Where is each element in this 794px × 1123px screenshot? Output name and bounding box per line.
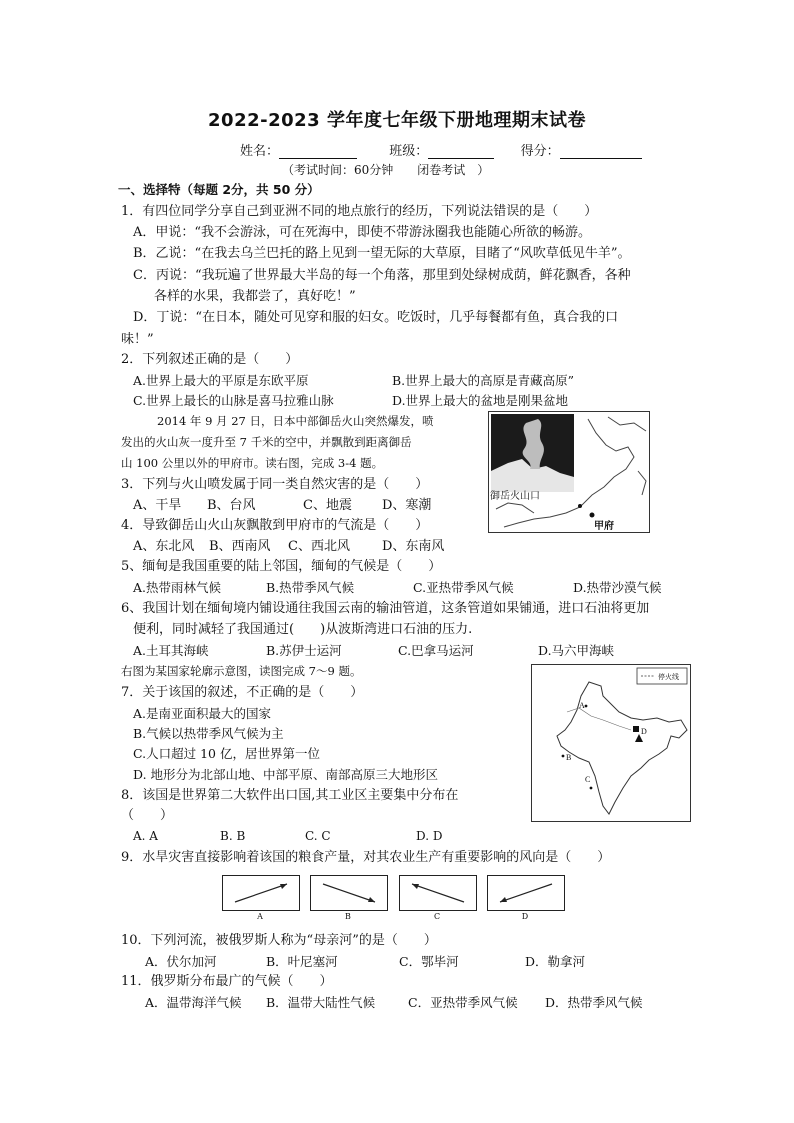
q8-option-c: C. C: [305, 829, 331, 843]
q8-stem: 8．该国是世界第二大软件出口国,其工业区主要集中分布在: [121, 788, 459, 803]
q3-option-c: C、地震: [303, 498, 352, 513]
q4-option-d: D、东南风: [382, 539, 445, 554]
q11-stem: 11．俄罗斯分布最广的气候（ ）: [121, 974, 333, 989]
point-a-label: A: [579, 701, 585, 710]
q6-line2: 便利，同时减轻了我国通过( )从波斯湾进口石油的压力.: [133, 622, 473, 637]
q6-line1: 6、我国计划在缅甸境内铺设通往我国云南的输油管道，这条管道如果铺通，进口石油将更加: [121, 601, 650, 616]
q6-option-b: B.苏伊士运河: [266, 643, 342, 658]
q7-option-c: C.人口超过 10 亿，居世界第一位: [133, 746, 320, 761]
q4-option-a: A、东北风: [133, 539, 195, 554]
point-c-label: C: [585, 775, 591, 784]
q7-option-d: D. 地形分为北部山地、中部平原、南部高原三大地形区: [133, 767, 439, 782]
q7-option-a: A.是南亚面积最大的国家: [133, 706, 272, 721]
q3-stem: 3．下列与火山喷发属于同一类自然灾害的是（ ）: [121, 477, 429, 492]
name-label: 姓名：: [240, 144, 280, 159]
japan-volcano-map: [488, 411, 650, 533]
arrow-icon: [311, 876, 387, 910]
q2-option-b: B.世界上最大的高原是青藏高原”: [392, 373, 575, 388]
q1-option-b: B．乙说：“在我去乌兰巴托的路上见到一望无际的大草原，目睹了“风吹草低见牛羊”。: [133, 246, 631, 261]
student-info-line: [240, 140, 642, 159]
point-d-label: D: [641, 727, 647, 736]
q5-option-a: A.热带雨林气候: [133, 580, 222, 595]
q1-option-c: C．丙说：“我玩遍了世界最大半岛的每一个角落，那里到处绿树成荫，鲜花飘香，各种: [133, 268, 631, 283]
q9-stem: 9．水旱灾害直接影响着该国的粮食产量，对其农业生产有重要影响的风向是（ ）: [121, 850, 611, 865]
wind-label-b: B: [345, 912, 351, 921]
kofu-label: 甲府: [594, 521, 614, 532]
q5-option-d: D.热带沙漠气候: [573, 580, 662, 595]
wind-option-b[interactable]: [310, 875, 388, 911]
q10-option-d: D．勒拿河: [525, 954, 586, 969]
passage1-line3: 山 100 公里以外的甲府市。读右图，完成 3-4 题。: [121, 456, 384, 470]
passage2: 右图为某国家轮廓示意图，读图完成 7～9 题。: [121, 664, 362, 678]
q2-stem: 2．下列叙述正确的是（ ）: [121, 352, 299, 367]
q10-option-a: A．伏尔加河: [145, 954, 217, 969]
q8-paren: （ ）: [121, 808, 174, 823]
passage1-line2: 发出的火山灰一度升至 7 千米的空中，并飘散到距离御岳: [121, 435, 412, 449]
q3-option-b: B、台风: [207, 498, 256, 513]
q4-option-b: B、西南风: [209, 539, 271, 554]
q5-option-b: B.热带季风气候: [266, 580, 355, 595]
q1-stem: 1．有四位同学分享自己到亚洲不同的地点旅行的经历，下列说法错误的是（ ）: [121, 204, 598, 219]
wind-label-d: D: [521, 912, 529, 921]
q6-option-c: C.巴拿马运河: [398, 643, 474, 658]
passage1-line1: 2014 年 9 月 27 日，日本中部御岳火山突然爆发，喷: [157, 414, 434, 428]
class-blank[interactable]: [428, 144, 494, 159]
score-label: 得分：: [520, 144, 560, 159]
q1-option-d-cont: 味！”: [121, 332, 154, 347]
q8-option-a: A. A: [133, 829, 158, 843]
country-outline-map: [531, 664, 691, 822]
q11-option-a: A．温带海洋气候: [145, 995, 242, 1010]
q3-option-d: D、寒潮: [382, 498, 432, 513]
exam-title: 2022-2023 学年度七年级下册地理期末试卷: [208, 110, 586, 131]
q5-stem: 5、缅甸是我国重要的陆上邻国，缅甸的气候是（ ）: [121, 559, 442, 574]
q3-option-a: A、干旱: [133, 498, 182, 513]
q1-option-c-cont: 各样的水果，我都尝了，真好吃！”: [154, 289, 356, 304]
name-blank[interactable]: [279, 144, 357, 159]
q11-option-d: D．热带季风气候: [545, 995, 643, 1010]
q7-stem: 7．关于该国的叙述，不正确的是（ ）: [121, 685, 364, 700]
q2-option-a: A.世界上最大的平原是东欧平原: [133, 373, 309, 388]
q6-option-d: D.马六甲海峡: [538, 643, 615, 658]
q5-option-c: C.亚热带季风气候: [413, 580, 514, 595]
q1-option-d: D．丁说：“在日本，随处可见穿和服的妇女。吃饭时，几乎每餐都有鱼，真合我的口: [133, 310, 619, 325]
q8-option-d: D. D: [416, 829, 443, 843]
point-b-label: B: [566, 753, 572, 762]
score-blank[interactable]: [560, 144, 642, 159]
arrow-icon: [488, 876, 564, 910]
arrow-icon: [400, 876, 476, 910]
exam-note: （考试时间：60分钟 闭卷考试 ）: [282, 163, 490, 177]
wind-option-a[interactable]: [222, 875, 300, 911]
q7-option-b: B.气候以热带季风气候为主: [133, 726, 284, 741]
wind-option-c[interactable]: [399, 875, 477, 911]
wind-option-d[interactable]: [487, 875, 565, 911]
ceasefire-legend: 停火线: [658, 674, 679, 681]
q4-option-c: C、西北风: [288, 539, 350, 554]
q8-option-b: B. B: [220, 829, 246, 843]
q10-option-b: B．叶尼塞河: [266, 954, 338, 969]
q11-option-c: C．亚热带季风气候: [408, 995, 518, 1010]
volcano-label: 御岳火山口: [490, 491, 540, 502]
wind-label-a: A: [257, 912, 263, 921]
wind-label-c: C: [433, 912, 441, 921]
q6-option-a: A.土耳其海峡: [133, 643, 209, 658]
q10-option-c: C．鄂毕河: [399, 954, 459, 969]
q11-option-b: B．温带大陆性气候: [266, 995, 376, 1010]
q1-option-a: A．甲说：“我不会游泳，可在死海中，即使不带游泳圈我也能随心所欲的畅游。: [133, 225, 592, 240]
section-heading: 一、选择特（每题 2分，共 50 分）: [118, 182, 320, 197]
q2-option-d: D.世界上最大的盆地是刚果盆地: [392, 393, 569, 408]
q10-stem: 10．下列河流，被俄罗斯人称为“母亲河”的是（ ）: [121, 933, 437, 948]
class-label: 班级：: [389, 144, 429, 159]
q2-option-c: C.世界上最长的山脉是喜马拉雅山脉: [133, 393, 334, 408]
q4-stem: 4．导致御岳山火山灰飘散到甲府市的气流是（ ）: [121, 518, 429, 533]
arrow-icon: [223, 876, 299, 910]
